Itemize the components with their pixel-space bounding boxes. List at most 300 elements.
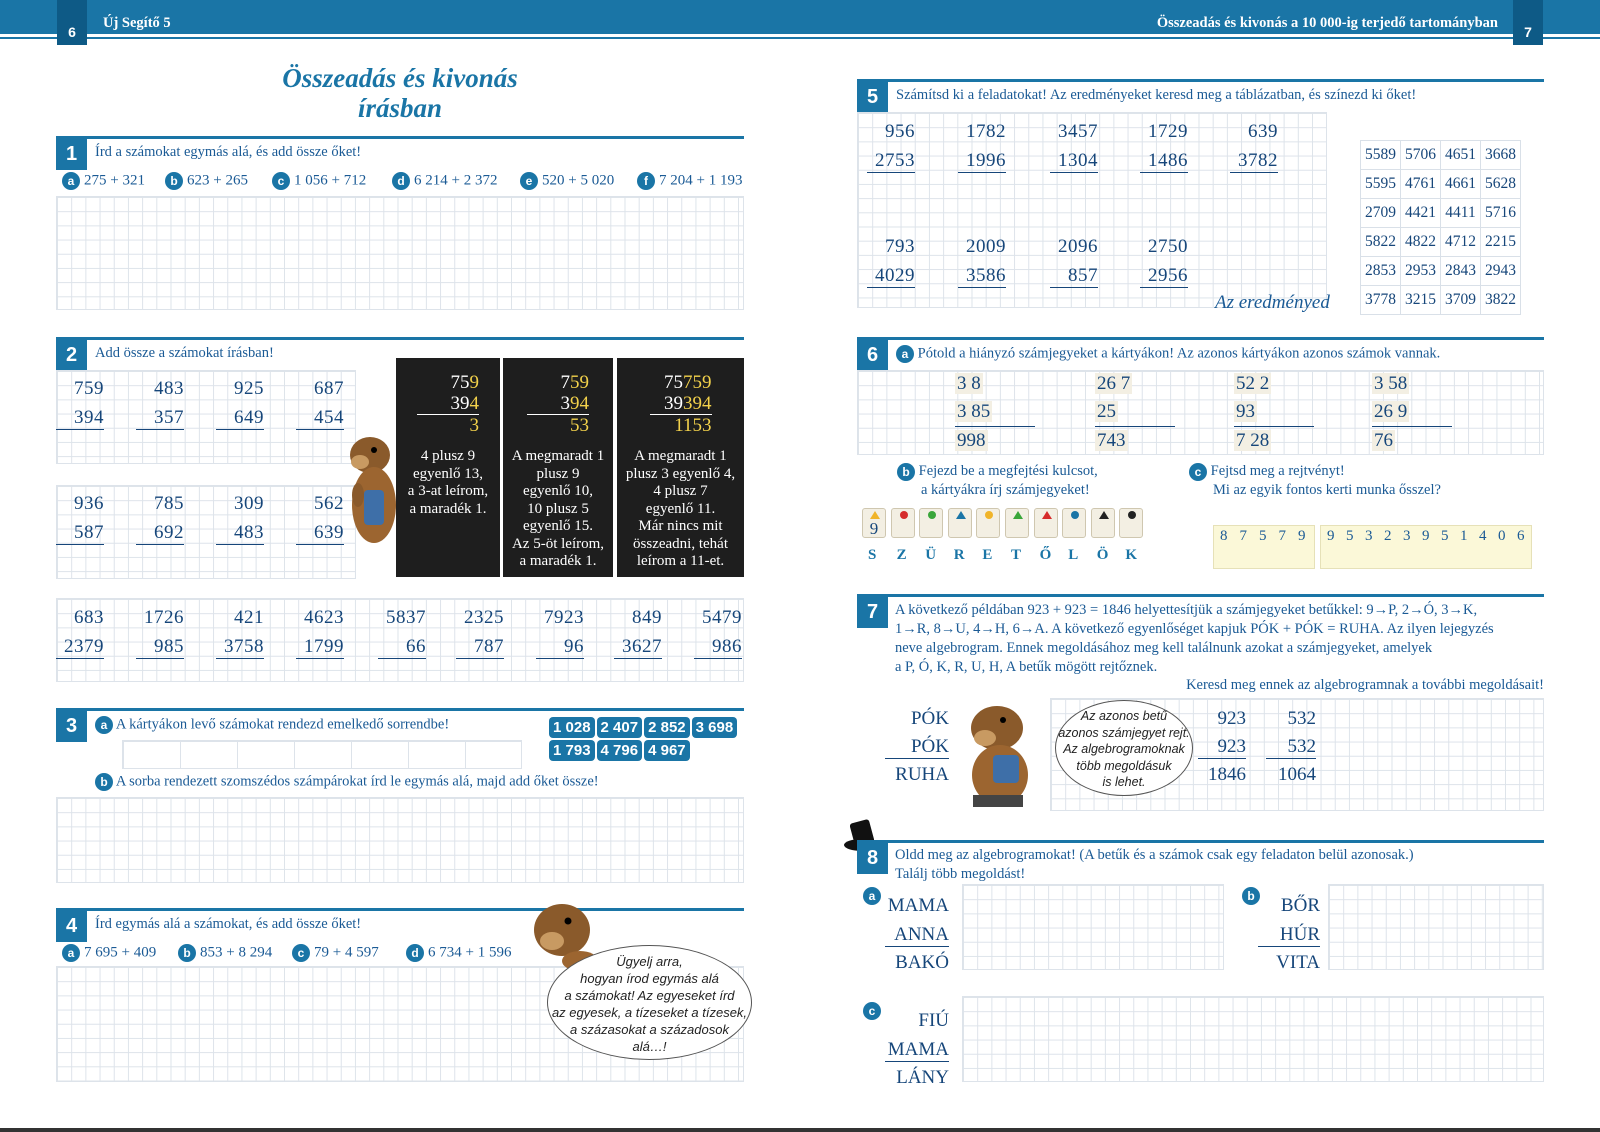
explanation-panel bbox=[617, 358, 744, 577]
digit-card-group bbox=[1234, 370, 1314, 455]
digit-card-value[interactable]: 3 58 bbox=[1374, 373, 1408, 394]
panel-explanation-text bbox=[621, 448, 740, 571]
explanation-panel bbox=[396, 358, 500, 577]
algebrogram-word: BAKÓ bbox=[895, 952, 949, 973]
beaver-mascot-image bbox=[955, 700, 1050, 815]
explanation-line: A megmaradt 1 bbox=[511, 448, 605, 464]
digit-highlight: 94 bbox=[570, 393, 589, 414]
instruction-text: a kártyákra írj számjegyeket! bbox=[921, 482, 1090, 498]
explanation-line: egyenlő 13, bbox=[413, 465, 483, 482]
number-card[interactable]: 2 407 bbox=[597, 717, 643, 738]
table-row bbox=[1361, 170, 1521, 199]
addend-underlined: 357 bbox=[136, 407, 184, 430]
exercise-item bbox=[62, 172, 145, 190]
table-cell[interactable]: 2853 bbox=[1361, 257, 1401, 286]
algebrogram-word: VITA bbox=[1276, 952, 1320, 973]
addend-underlined: 639 bbox=[296, 522, 344, 545]
exercise-6c-instruction bbox=[1189, 462, 1441, 500]
table-cell[interactable]: 2215 bbox=[1481, 228, 1521, 257]
writing-grid[interactable] bbox=[56, 797, 744, 883]
key-letter: E bbox=[982, 547, 993, 563]
addend: 759 bbox=[74, 378, 104, 399]
digit-card-value[interactable]: 26 9 bbox=[1374, 401, 1408, 422]
panel-explanation-text bbox=[507, 448, 609, 571]
addend: 7923 bbox=[544, 607, 584, 628]
exercise-7-text bbox=[895, 601, 1494, 677]
speech-line: az egyesek, a tízeseket a tízesek, bbox=[551, 1005, 748, 1020]
code-digit: 7 bbox=[1239, 528, 1247, 544]
table-cell[interactable]: 5595 bbox=[1361, 170, 1401, 199]
cards-row-2 bbox=[548, 739, 748, 762]
digit-card-value[interactable]: 52 2 bbox=[1236, 373, 1270, 394]
bullet-d: d bbox=[406, 944, 424, 962]
addend: 936 bbox=[74, 493, 104, 514]
exercise-6 bbox=[857, 337, 1544, 371]
table-cell[interactable]: 2943 bbox=[1481, 257, 1521, 286]
key-card[interactable] bbox=[891, 508, 915, 538]
instruction-text: A sorba rendezett szomszédos számpárokat írd le egymás alá, majd add őket össze! bbox=[115, 773, 599, 790]
exercise-number: 4 bbox=[56, 911, 87, 942]
writing-grid[interactable] bbox=[1328, 884, 1544, 970]
key-card[interactable] bbox=[919, 508, 943, 538]
table-cell[interactable]: 5628 bbox=[1481, 170, 1521, 199]
results-table bbox=[1360, 140, 1521, 315]
digit-plain: 75 bbox=[664, 372, 683, 393]
bullet-c: c bbox=[292, 944, 310, 962]
exercise-7-extra-instruction: Keresd meg ennek az algebrogramnak a további megoldásait! bbox=[1186, 677, 1544, 693]
panel-result bbox=[417, 415, 479, 436]
addend: 2009 bbox=[966, 236, 1006, 257]
code-digit: 5 bbox=[1346, 528, 1354, 544]
table-cell[interactable]: 2709 bbox=[1361, 199, 1401, 228]
key-card[interactable] bbox=[948, 508, 972, 538]
panel-numbers bbox=[503, 372, 613, 436]
exercise-4 bbox=[56, 908, 744, 942]
speech-bubble bbox=[547, 945, 752, 1060]
code-digit: 7 bbox=[1278, 528, 1286, 544]
addend-underlined: 692 bbox=[136, 522, 184, 545]
addend-underlined: 985 bbox=[136, 636, 184, 659]
table-cell[interactable]: 4822 bbox=[1401, 228, 1441, 257]
bullet-a: a bbox=[95, 716, 113, 734]
key-letter: S bbox=[868, 547, 877, 563]
explanation-line: Az 5-öt leírom, bbox=[511, 535, 605, 552]
number-card[interactable]: 4 967 bbox=[644, 740, 690, 761]
number-cards bbox=[548, 716, 748, 762]
digit-plain: 75 bbox=[450, 372, 470, 393]
page-title-line1: Összeadás és kivonás bbox=[282, 63, 518, 93]
digit-card-value[interactable]: 7 28 bbox=[1236, 430, 1270, 451]
digit-card-row bbox=[1372, 398, 1452, 427]
panel-addend-2 bbox=[650, 393, 712, 415]
writing-grid[interactable] bbox=[56, 196, 744, 310]
triangle-icon bbox=[1042, 511, 1052, 519]
panel-result bbox=[527, 415, 589, 436]
addend-underlined: 1996 bbox=[958, 150, 1006, 173]
addend-underlined: 1799 bbox=[296, 636, 344, 659]
item-expression: 7 204 + 1 193 bbox=[659, 172, 743, 189]
key-letter: Ö bbox=[1096, 547, 1109, 563]
addend: 639 bbox=[1248, 121, 1278, 142]
digit-highlight: 1153 bbox=[674, 415, 712, 436]
digit-highlight: 53 bbox=[570, 415, 589, 436]
exercise-6b-instruction bbox=[897, 462, 1098, 500]
panel-addend-1 bbox=[527, 372, 589, 393]
addend-underlined: 66 bbox=[378, 636, 426, 659]
digit-highlight: 4 bbox=[469, 393, 479, 414]
digit-plain: 7 bbox=[560, 372, 570, 393]
table-row bbox=[1361, 286, 1521, 315]
instruction-text: A kártyákon levő számokat rendezd emelkedő sorrendbe! bbox=[115, 716, 450, 733]
digit-highlight: 394 bbox=[683, 393, 712, 414]
table-cell[interactable]: 5589 bbox=[1361, 141, 1401, 170]
code-digit: 0 bbox=[1498, 528, 1506, 544]
result-label: Az eredményed bbox=[1215, 292, 1330, 313]
algebrogram-word: HÚR bbox=[1258, 924, 1320, 947]
cards-row-1 bbox=[548, 716, 748, 739]
exercise-instruction: Számítsd ki a feladatokat! Az eredményeket keresd meg a táblázatban, és színezd ki őket! bbox=[896, 87, 1417, 103]
exercise-item bbox=[178, 944, 272, 962]
item-expression: 6 734 + 1 596 bbox=[428, 944, 512, 961]
circle-icon bbox=[985, 511, 993, 519]
instruction-text: Fejtsd meg a rejtvényt! bbox=[1210, 463, 1345, 479]
book-title: Új Segítő 5 bbox=[103, 15, 171, 31]
digit-plain: 39 bbox=[664, 393, 683, 414]
table-cell[interactable]: 3822 bbox=[1481, 286, 1521, 315]
explanation-line: egyenlő 11. bbox=[645, 500, 716, 517]
addend: 1726 bbox=[144, 607, 184, 628]
key-card[interactable] bbox=[1005, 508, 1029, 538]
table-cell[interactable]: 4411 bbox=[1441, 199, 1481, 228]
key-letter: T bbox=[1011, 547, 1022, 563]
digit-card-value[interactable]: 998 bbox=[957, 430, 986, 451]
triangle-icon bbox=[956, 511, 966, 519]
beaver-mascot-image bbox=[342, 430, 402, 550]
item-expression: 6 214 + 2 372 bbox=[414, 172, 498, 189]
page-title bbox=[215, 63, 585, 123]
bullet-c: c bbox=[1189, 463, 1207, 481]
digit-card-row bbox=[955, 370, 1035, 398]
key-letter: Ü bbox=[925, 547, 937, 563]
right-page-number: 7 bbox=[1513, 0, 1543, 45]
exercise-instruction: Írd egymás alá a számokat, és add össze őket! bbox=[95, 916, 362, 932]
table-cell[interactable]: 5716 bbox=[1481, 199, 1521, 228]
speech-line: is lehet. bbox=[1102, 775, 1146, 789]
digit-plain: 3 bbox=[560, 393, 570, 414]
key-card[interactable] bbox=[862, 508, 886, 538]
exercise-item bbox=[520, 172, 614, 190]
digit-highlight: 3 bbox=[469, 415, 479, 436]
explanation-line: 4 plusz 9 bbox=[420, 448, 476, 464]
exercise-item bbox=[292, 944, 379, 962]
speech-line: alá…! bbox=[632, 1039, 667, 1054]
addend-underlined: 454 bbox=[296, 407, 344, 430]
code-digit: 2 bbox=[1384, 528, 1392, 544]
explanation-line: a maradék 1. bbox=[409, 500, 487, 517]
addend: 562 bbox=[314, 493, 344, 514]
number-card[interactable]: 1 793 bbox=[549, 740, 595, 761]
digit-card-row bbox=[1372, 427, 1452, 455]
table-cell[interactable]: 2953 bbox=[1401, 257, 1441, 286]
digit-card-value[interactable]: 76 bbox=[1374, 430, 1393, 451]
bullet-c: c bbox=[272, 172, 290, 190]
solution-number: 923 bbox=[1217, 708, 1246, 729]
number-card[interactable]: 3 698 bbox=[692, 717, 738, 738]
page-title-line2: írásban bbox=[357, 93, 443, 123]
exercise-number: 2 bbox=[56, 340, 87, 371]
exercise-3b-instruction bbox=[95, 773, 599, 791]
circle-icon bbox=[1128, 511, 1136, 519]
addend: 2096 bbox=[1058, 236, 1098, 257]
bullet-a: a bbox=[62, 172, 80, 190]
key-card[interactable] bbox=[1119, 508, 1143, 538]
item-expression: 520 + 5 020 bbox=[542, 172, 615, 189]
speech-line: Az algebrogramoknak bbox=[1063, 742, 1185, 756]
key-letter: K bbox=[1125, 547, 1138, 563]
table-cell[interactable]: 5706 bbox=[1401, 141, 1441, 170]
digit-highlight: 759 bbox=[683, 372, 712, 393]
number-card[interactable]: 1 028 bbox=[549, 717, 595, 738]
text-line: 1→R, 8→U, 4→H, 6→A. A következő egyenlőséget kapjuk PÓK + PÓK = RUHA. Az ilyen lejegyzés bbox=[895, 621, 1494, 637]
table-cell[interactable]: 4421 bbox=[1401, 199, 1441, 228]
speech-line: Ügyelj arra, bbox=[616, 954, 683, 969]
solution-number: 923 bbox=[1198, 736, 1246, 759]
exercise-number: 6 bbox=[857, 340, 888, 371]
digit-card-value[interactable]: 3 8 bbox=[957, 373, 981, 394]
algebrogram-word: LÁNY bbox=[896, 1067, 949, 1088]
table-cell[interactable]: 4761 bbox=[1401, 170, 1441, 199]
number-card[interactable]: 2 852 bbox=[644, 717, 690, 738]
code-digit: 6 bbox=[1517, 528, 1525, 544]
code-digit: 1 bbox=[1460, 528, 1468, 544]
solution-number: 1064 bbox=[1278, 764, 1316, 785]
triangle-icon bbox=[1099, 511, 1109, 519]
table-cell[interactable]: 5822 bbox=[1361, 228, 1401, 257]
explanation-line: leírom a 11-et. bbox=[636, 553, 725, 569]
solution-number: 1846 bbox=[1208, 764, 1246, 785]
code-digit: 3 bbox=[1403, 528, 1411, 544]
bullet-a: a bbox=[62, 944, 80, 962]
item-expression: 79 + 4 597 bbox=[314, 944, 379, 961]
digit-card-row bbox=[1234, 370, 1314, 398]
addend-underlined: 986 bbox=[694, 636, 742, 659]
digit-card-value[interactable]: 3 85 bbox=[957, 401, 991, 422]
addend-underlined: 1304 bbox=[1050, 150, 1098, 173]
explanation-line: egyenlő 10, bbox=[523, 483, 593, 499]
item-expression: 1 056 + 712 bbox=[294, 172, 367, 189]
instruction-text: Fejezd be a megfejtési kulcsot, bbox=[918, 463, 1098, 479]
exercise-number: 8 bbox=[857, 843, 888, 874]
digit-card-value[interactable]: 743 bbox=[1097, 430, 1126, 451]
table-cell[interactable]: 3668 bbox=[1481, 141, 1521, 170]
addend: 5837 bbox=[386, 607, 426, 628]
text-line: a P, Ó, K, R, U, H, A betűk mögött rejtőznek. bbox=[895, 659, 1158, 675]
panel-numbers bbox=[617, 372, 744, 436]
algebrogram-word: BŐR bbox=[1280, 895, 1320, 916]
addend-underlined: 587 bbox=[56, 522, 104, 545]
code-digit: 5 bbox=[1259, 528, 1267, 544]
triangle-icon bbox=[1013, 511, 1023, 519]
writing-grid[interactable] bbox=[962, 996, 1544, 1082]
table-cell[interactable]: 2843 bbox=[1441, 257, 1481, 286]
addend: 5479 bbox=[702, 607, 742, 628]
algebrogram-word: MAMA bbox=[887, 895, 949, 916]
code-digit: 5 bbox=[1441, 528, 1449, 544]
instruction-text: Pótold a hiányzó számjegyeket a kártyákon! Az azonos kártyákon azonos számok vannak. bbox=[917, 345, 1441, 362]
digit-highlight: 59 bbox=[570, 372, 589, 393]
code-digit: 3 bbox=[1365, 528, 1373, 544]
panel-numbers bbox=[396, 372, 500, 436]
addend-underlined: 96 bbox=[536, 636, 584, 659]
bullet-b: b bbox=[178, 944, 196, 962]
explanation-line: a 3-at leírom, bbox=[407, 483, 489, 499]
addend: 925 bbox=[234, 378, 264, 399]
explanation-line: 4 plusz 7 bbox=[653, 483, 708, 499]
addend-underlined: 1486 bbox=[1140, 150, 1188, 173]
exercise-item bbox=[272, 172, 366, 190]
addend-underlined: 3758 bbox=[216, 636, 264, 659]
number-card[interactable]: 4 796 bbox=[597, 740, 643, 761]
exercise-item bbox=[406, 944, 511, 962]
addend-underlined: 2956 bbox=[1140, 265, 1188, 288]
table-row bbox=[1361, 228, 1521, 257]
digit-card-row bbox=[1095, 427, 1175, 455]
exercise-instruction: Add össze a számokat írásban! bbox=[95, 345, 274, 361]
addend-underlined: 649 bbox=[216, 407, 264, 430]
digit-card-row bbox=[955, 427, 1035, 455]
bullet-b: b bbox=[165, 172, 183, 190]
chapter-title: Összeadás és kivonás a 10 000-ig terjedő tartományban bbox=[1156, 15, 1498, 31]
addend: 421 bbox=[234, 607, 264, 628]
triangle-icon bbox=[870, 511, 880, 519]
exercise-number: 7 bbox=[857, 597, 888, 628]
item-expression: 853 + 8 294 bbox=[200, 944, 273, 961]
table-row bbox=[1361, 199, 1521, 228]
addend: 3457 bbox=[1058, 121, 1098, 142]
digit-card-row bbox=[1372, 370, 1452, 398]
exercise-item bbox=[392, 172, 497, 190]
table-cell[interactable]: 4661 bbox=[1441, 170, 1481, 199]
panel-explanation-text bbox=[400, 448, 496, 518]
explanation-panel bbox=[503, 358, 613, 577]
addend-underlined: 787 bbox=[456, 636, 504, 659]
writing-grid[interactable] bbox=[962, 884, 1224, 970]
solution-number: 532 bbox=[1287, 708, 1316, 729]
code-digit: 9 bbox=[1298, 528, 1306, 544]
speech-bubble bbox=[1055, 700, 1193, 796]
speech-line: több megoldásuk bbox=[1076, 758, 1172, 773]
instruction-text: Mi az egyik fontos kerti munka ősszel? bbox=[1213, 482, 1441, 498]
speech-line: a százasokat a századosok bbox=[570, 1022, 729, 1037]
addend: 309 bbox=[234, 493, 264, 514]
table-cell[interactable]: 4712 bbox=[1441, 228, 1481, 257]
addend: 687 bbox=[314, 378, 344, 399]
circle-icon bbox=[900, 511, 908, 519]
addend-underlined: 2753 bbox=[867, 150, 915, 173]
addend: 956 bbox=[885, 121, 915, 142]
key-letter: Z bbox=[896, 547, 907, 563]
addend: 1729 bbox=[1148, 121, 1188, 142]
digit-highlight: 9 bbox=[469, 372, 479, 393]
key-card[interactable] bbox=[1091, 508, 1115, 538]
digit-card-value[interactable]: 93 bbox=[1236, 401, 1255, 422]
bullet-d: d bbox=[392, 172, 410, 190]
code-digit: 4 bbox=[1479, 528, 1487, 544]
addend-underlined: 3586 bbox=[958, 265, 1006, 288]
key-card[interactable] bbox=[1034, 508, 1058, 538]
circle-icon bbox=[1071, 511, 1079, 519]
digit-card-group bbox=[1095, 370, 1175, 455]
bullet-b: b bbox=[95, 773, 113, 791]
digit-card-row bbox=[1234, 427, 1314, 455]
digit-card-row bbox=[955, 398, 1035, 427]
digit-card-value[interactable]: 25 bbox=[1097, 401, 1116, 422]
addend: 793 bbox=[885, 236, 915, 257]
bullet-b: b bbox=[897, 463, 915, 481]
table-cell[interactable]: 3778 bbox=[1361, 286, 1401, 315]
key-card[interactable] bbox=[976, 508, 1000, 538]
explanation-line: a maradék 1. bbox=[519, 553, 597, 569]
table-cell[interactable]: 4651 bbox=[1441, 141, 1481, 170]
exercise-item bbox=[62, 944, 156, 962]
table-cell[interactable]: 3709 bbox=[1441, 286, 1481, 315]
code-group-2[interactable] bbox=[1320, 525, 1532, 569]
addend: 683 bbox=[74, 607, 104, 628]
digit-card-value[interactable]: 26 7 bbox=[1097, 373, 1131, 394]
ordering-boxes[interactable] bbox=[122, 740, 522, 769]
explanation-line: 10 plusz 5 bbox=[527, 500, 589, 517]
header-rule bbox=[0, 37, 1600, 39]
digit-plain: 39 bbox=[450, 393, 470, 414]
algebrogram-word: PÓK bbox=[910, 708, 949, 729]
table-row bbox=[1361, 257, 1521, 286]
panel-addend-2 bbox=[417, 393, 479, 415]
digit-card-group bbox=[1372, 370, 1452, 455]
algebrogram-word: PÓK bbox=[885, 736, 949, 759]
explanation-line: összeadni, tehát bbox=[633, 535, 728, 552]
addend-underlined: 857 bbox=[1050, 265, 1098, 288]
exercise-number: 3 bbox=[56, 711, 87, 742]
key-card[interactable] bbox=[1062, 508, 1086, 538]
speech-line: azonos számjegyet rejt. bbox=[1058, 725, 1190, 740]
addend: 2750 bbox=[1148, 236, 1188, 257]
addend-underlined: 394 bbox=[56, 407, 104, 430]
instruction-line: Találj több megoldást! bbox=[895, 866, 1026, 882]
algebrogram-word: MAMA bbox=[885, 1039, 949, 1062]
addend-underlined: 4029 bbox=[867, 265, 915, 288]
code-digit: 9 bbox=[1422, 528, 1430, 544]
code-group-1[interactable] bbox=[1213, 525, 1315, 569]
circle-icon bbox=[928, 511, 936, 519]
key-digit: 9 bbox=[869, 519, 879, 538]
code-digit: 8 bbox=[1220, 528, 1228, 544]
key-letter: L bbox=[1068, 547, 1079, 563]
table-cell[interactable]: 3215 bbox=[1401, 286, 1441, 315]
text-line: A következő példában 923 + 923 = 1846 helyettesítjük a számjegyeket betűkkel: 9→P, 2→Ó, 3→K, bbox=[895, 602, 1478, 618]
bullet-e: e bbox=[520, 172, 538, 190]
addend: 4623 bbox=[304, 607, 344, 628]
addend-underlined: 3627 bbox=[614, 636, 662, 659]
algebrogram-word: FIÚ bbox=[918, 1010, 949, 1031]
exercise-1 bbox=[56, 136, 744, 170]
panel-addend-1 bbox=[650, 372, 712, 393]
speech-line: a számokat! Az egyeseket írd bbox=[564, 988, 735, 1003]
item-expression: 623 + 265 bbox=[187, 172, 248, 189]
explanation-line: plusz 9 bbox=[536, 465, 580, 482]
addend-underlined: 3782 bbox=[1230, 150, 1278, 173]
exercise-number: 5 bbox=[857, 82, 888, 113]
digit-card-group bbox=[955, 370, 1035, 455]
